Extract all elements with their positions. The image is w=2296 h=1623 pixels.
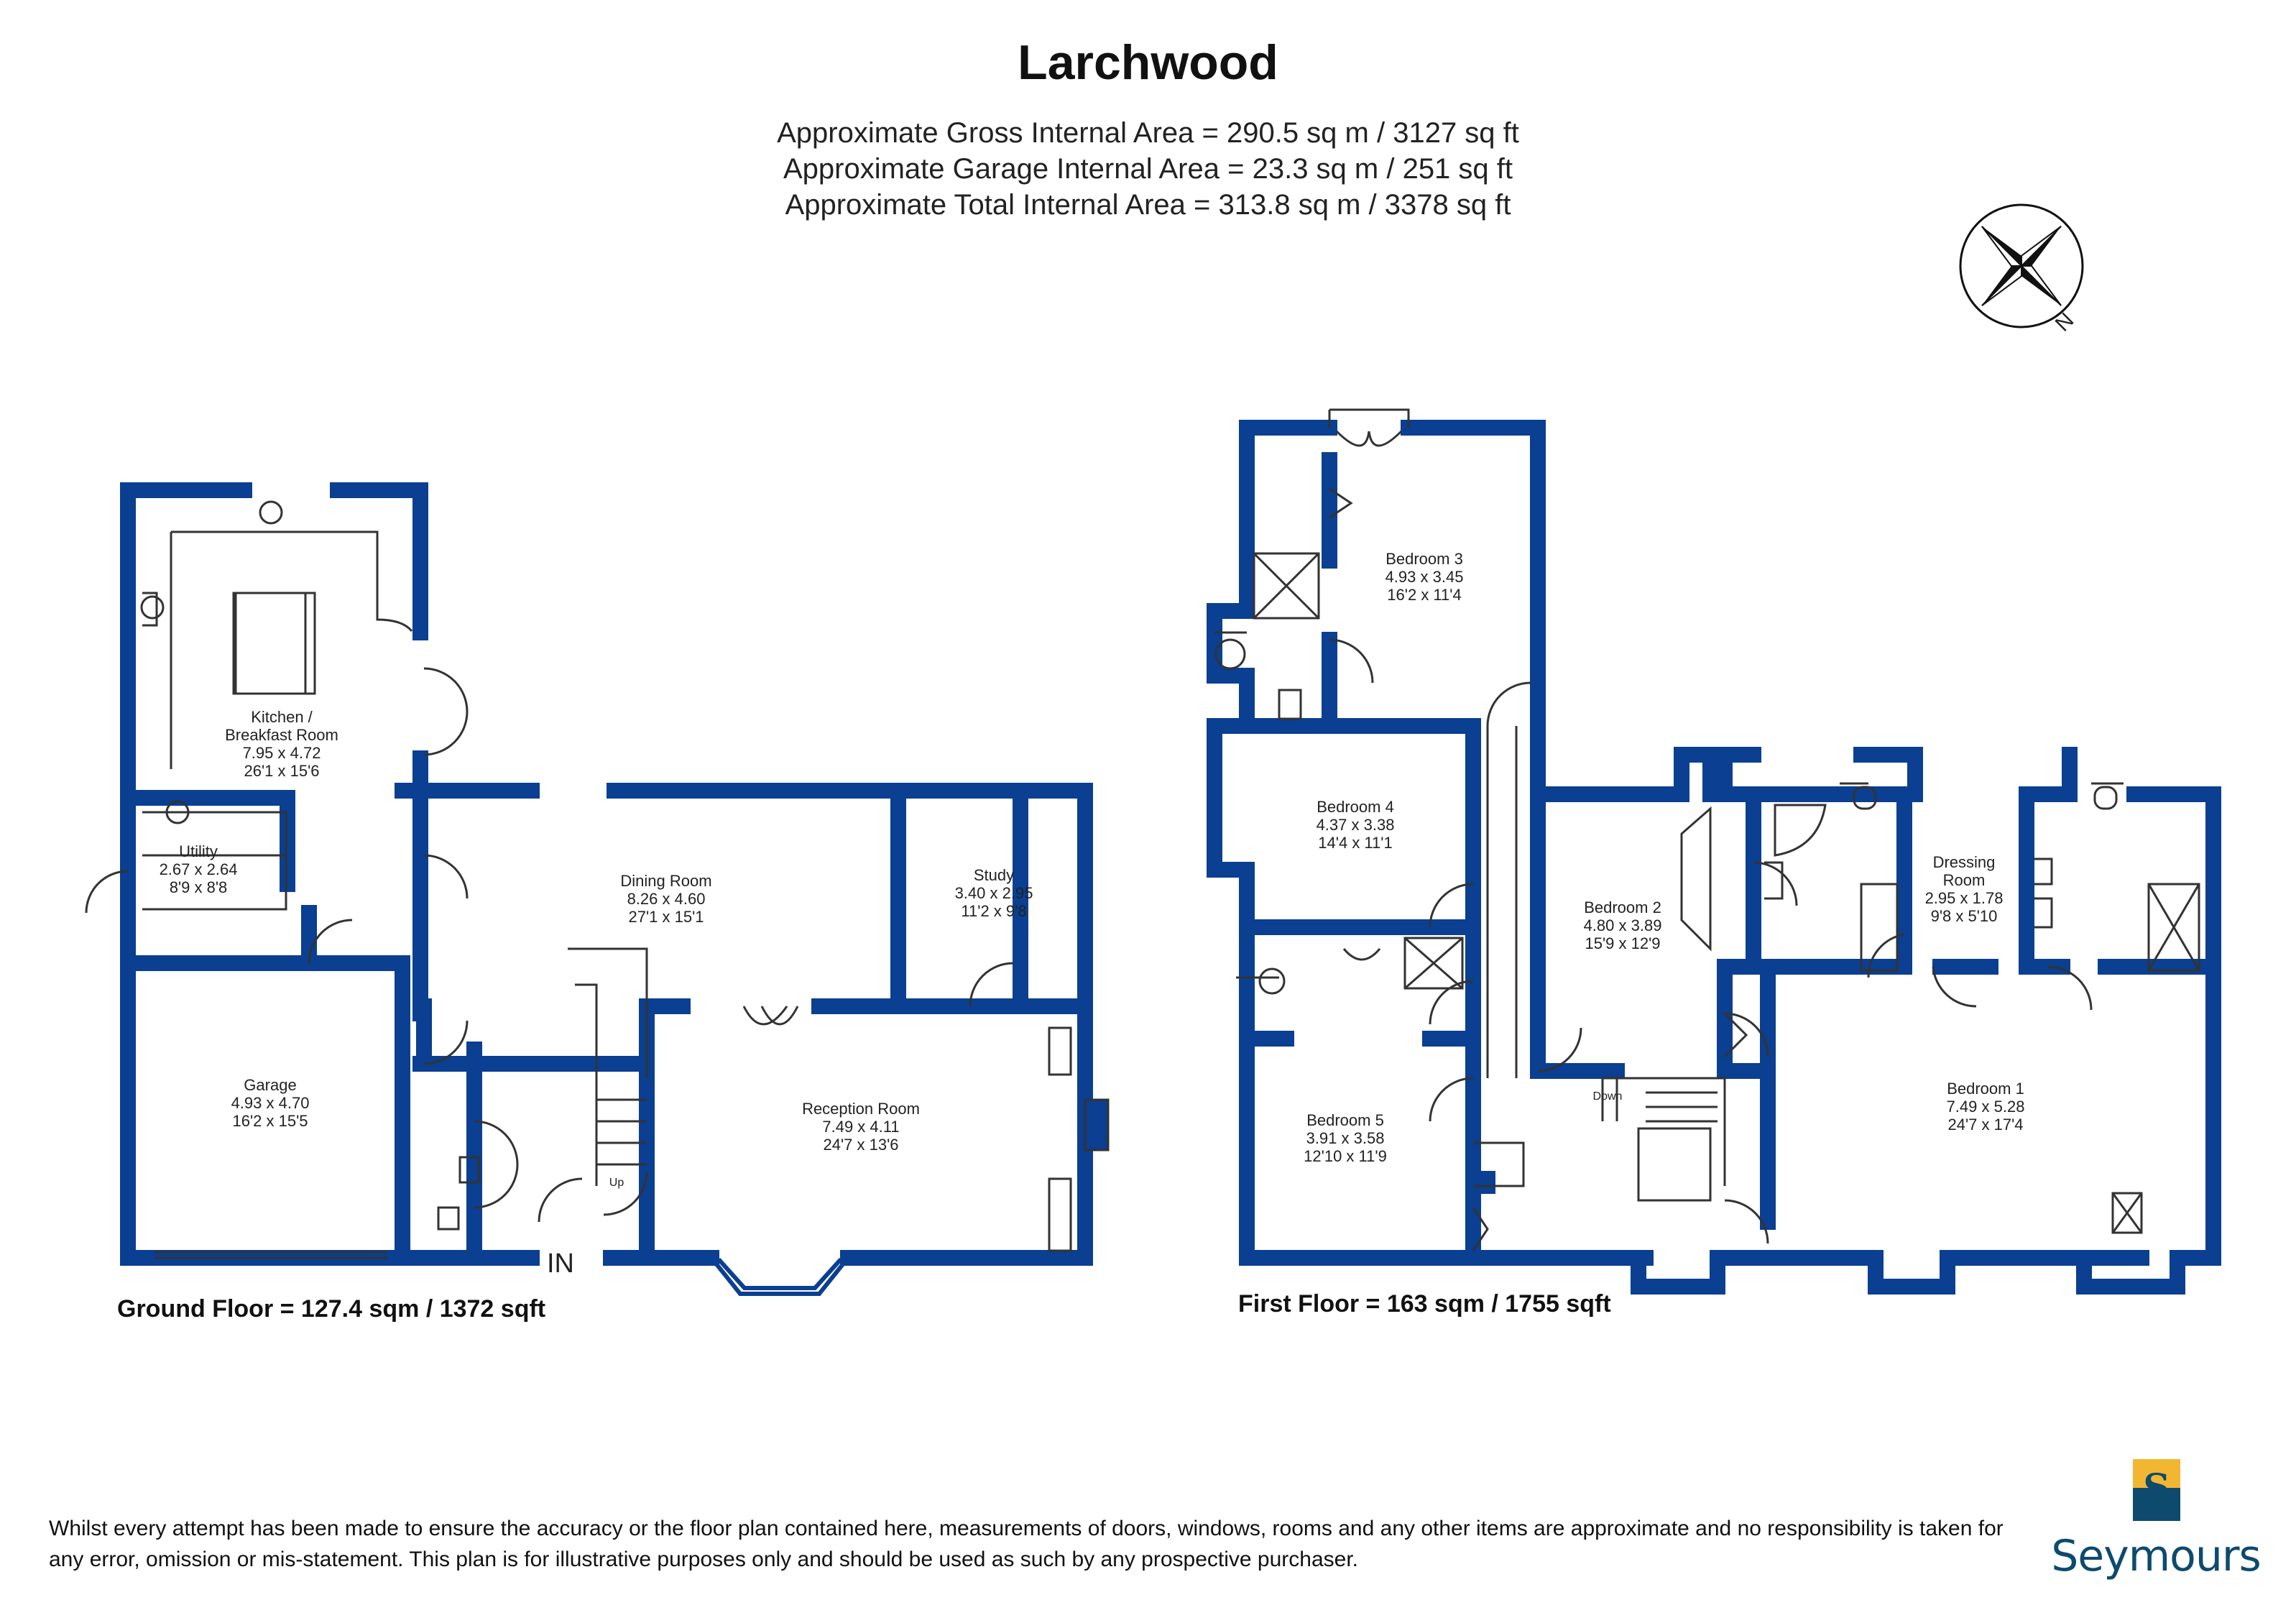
compass-icon xyxy=(1942,187,2101,346)
ground-floor-label: Ground Floor = 127.4 sqm / 1372 sqft xyxy=(117,1295,546,1323)
svg-text:Bedroom 4: Bedroom 4 xyxy=(1317,798,1394,816)
room-kitchen xyxy=(225,708,338,780)
svg-text:4.37 x 3.38: 4.37 x 3.38 xyxy=(1316,816,1395,834)
svg-text:8'9 x 8'8: 8'9 x 8'8 xyxy=(169,878,228,896)
svg-text:Bedroom 1: Bedroom 1 xyxy=(1947,1080,2024,1098)
garage-area: Approximate Garage Internal Area = 23.3 sq m / 251 sq ft xyxy=(783,153,1513,185)
gross-area: Approximate Gross Internal Area = 290.5 sq m / 3127 sq ft xyxy=(777,117,1519,149)
svg-text:9'8 x 5'10: 9'8 x 5'10 xyxy=(1930,907,1998,925)
entrance-label: IN xyxy=(547,1249,574,1279)
compass-north-label: N xyxy=(2050,307,2078,336)
svg-text:11'2 x 9'8: 11'2 x 9'8 xyxy=(961,902,1027,920)
svg-text:12'10 x 11'9: 12'10 x 11'9 xyxy=(1304,1147,1387,1165)
logo-wordmark: Seymours xyxy=(2051,1531,2261,1581)
svg-text:Room: Room xyxy=(1942,871,1986,889)
svg-text:16'2 x 11'4: 16'2 x 11'4 xyxy=(1387,586,1462,604)
first-floor-label: First Floor = 163 sqm / 1755 sqft xyxy=(1238,1290,1611,1318)
svg-text:14'4 x 11'1: 14'4 x 11'1 xyxy=(1318,834,1393,852)
room-bedroom-5 xyxy=(1304,1111,1387,1165)
svg-text:16'2 x 15'5: 16'2 x 15'5 xyxy=(232,1112,308,1130)
svg-text:26'1 x 15'6: 26'1 x 15'6 xyxy=(244,762,320,780)
room-bedroom-1 xyxy=(1947,1080,2025,1134)
room-reception xyxy=(802,1100,920,1154)
room-bedroom-2 xyxy=(1584,898,1662,952)
ground-floor-details xyxy=(86,502,1108,1258)
room-dressing xyxy=(1925,853,2004,925)
svg-text:Dressing: Dressing xyxy=(1932,853,1996,871)
svg-text:Breakfast Room: Breakfast Room xyxy=(225,726,338,744)
svg-text:24'7 x 17'4: 24'7 x 17'4 xyxy=(1947,1116,2024,1134)
svg-text:Reception Room: Reception Room xyxy=(802,1100,920,1118)
svg-text:3.91 x 3.58: 3.91 x 3.58 xyxy=(1306,1129,1385,1147)
svg-text:Bedroom 3: Bedroom 3 xyxy=(1386,550,1463,568)
svg-text:7.49 x 4.11: 7.49 x 4.11 xyxy=(822,1118,900,1136)
logo-badge-icon xyxy=(2133,1459,2180,1521)
stairs-down-label: Down xyxy=(1592,1090,1623,1103)
svg-text:15'9 x 12'9: 15'9 x 12'9 xyxy=(1585,934,1661,952)
svg-text:27'1 x 15'1: 27'1 x 15'1 xyxy=(628,908,704,926)
svg-text:Utility: Utility xyxy=(179,842,218,860)
svg-text:4.93 x 4.70: 4.93 x 4.70 xyxy=(231,1094,310,1112)
svg-text:4.80 x 3.89: 4.80 x 3.89 xyxy=(1583,916,1662,934)
svg-text:2.67 x 2.64: 2.67 x 2.64 xyxy=(159,860,238,878)
first-floor-room-labels xyxy=(1304,550,2024,1165)
plan-title: Larchwood xyxy=(1018,35,1278,90)
room-dining xyxy=(620,872,711,926)
svg-text:Study: Study xyxy=(973,866,1015,884)
svg-text:3.40 x 2.95: 3.40 x 2.95 xyxy=(954,884,1033,902)
room-bedroom-3 xyxy=(1386,550,1464,604)
svg-text:4.93 x 3.45: 4.93 x 3.45 xyxy=(1385,568,1464,586)
seymours-logo xyxy=(2048,1459,2264,1581)
disclaimer-text: Whilst every attempt has been made to ensure the accuracy or the floor plan contained here, measurements of doors, windows, rooms and any other items are approximate and no responsibility is taken for any error, omission or mis-statement. This plan is for illustrative purposes only and should be used as such by any prospective purchaser. xyxy=(49,1517,2004,1571)
svg-text:24'7 x 13'6: 24'7 x 13'6 xyxy=(823,1136,899,1154)
room-utility xyxy=(160,842,238,896)
svg-text:2.95 x 1.78: 2.95 x 1.78 xyxy=(1924,889,2004,907)
logo-badge-letter: S xyxy=(2143,1466,2170,1510)
svg-text:7.95 x 4.72: 7.95 x 4.72 xyxy=(242,744,321,762)
room-bedroom-4 xyxy=(1317,798,1395,852)
total-area: Approximate Total Internal Area = 313.8 sq m / 3378 sq ft xyxy=(785,189,1511,221)
svg-text:Bedroom 5: Bedroom 5 xyxy=(1306,1111,1384,1129)
svg-text:Dining Room: Dining Room xyxy=(620,872,712,890)
ground-floor-bay xyxy=(711,1258,848,1294)
svg-text:Garage: Garage xyxy=(244,1076,297,1094)
svg-text:7.49 x 5.28: 7.49 x 5.28 xyxy=(1946,1098,2025,1116)
svg-text:Bedroom 2: Bedroom 2 xyxy=(1584,898,1661,916)
svg-text:8.26 x 4.60: 8.26 x 4.60 xyxy=(627,890,706,908)
svg-text:Kitchen /: Kitchen / xyxy=(251,708,313,726)
stairs-up-label: Up xyxy=(609,1177,624,1189)
room-garage xyxy=(231,1076,310,1130)
